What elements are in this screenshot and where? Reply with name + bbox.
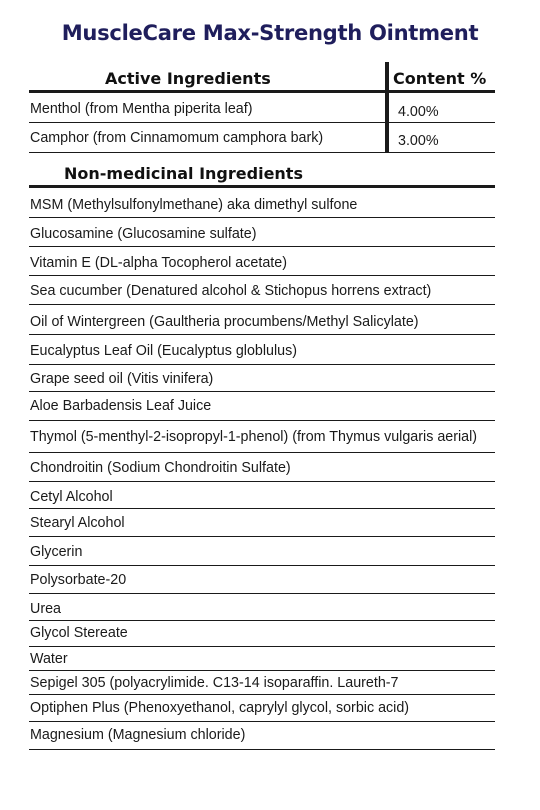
active-ingredient-content: 3.00% xyxy=(398,133,439,149)
row-divider xyxy=(29,122,495,123)
row-divider xyxy=(29,304,495,305)
list-item: Thymol (5-menthyl-2-isopropyl-1-phenol) (from Thymus vulgaris aerial) xyxy=(30,429,478,445)
row-divider xyxy=(29,152,495,153)
list-item: Glycol Stereate xyxy=(30,625,128,641)
row-divider xyxy=(29,749,495,750)
list-item: Glucosamine (Glucosamine sulfate) xyxy=(30,226,257,242)
page-title: MuscleCare Max-Strength Ointment xyxy=(61,20,479,45)
row-divider xyxy=(29,275,495,276)
active-ingredient-content: 4.00% xyxy=(398,104,439,120)
list-item: Aloe Barbadensis Leaf Juice xyxy=(30,398,212,414)
row-divider xyxy=(29,391,495,392)
list-item: Vitamin E (DL-alpha Tocopherol acetate) xyxy=(30,255,287,271)
row-divider xyxy=(29,694,495,695)
list-item: Water xyxy=(30,651,68,667)
row-divider xyxy=(29,646,495,647)
row-divider xyxy=(29,565,495,566)
column-divider xyxy=(385,62,389,153)
row-divider xyxy=(29,481,495,482)
list-item: Optiphen Plus (Phenoxyethanol, caprylyl glycol, sorbic acid) xyxy=(30,700,410,716)
row-divider xyxy=(29,536,495,537)
row-divider xyxy=(29,508,495,509)
list-item: Cetyl Alcohol xyxy=(30,489,113,505)
list-item: Glycerin xyxy=(30,544,83,560)
list-item: Urea xyxy=(30,601,61,617)
list-item: Chondroitin (Sodium Chondroitin Sulfate) xyxy=(30,460,291,476)
list-item: Polysorbate-20 xyxy=(30,572,127,588)
content-percent-header: Content % xyxy=(393,69,487,88)
row-divider xyxy=(29,670,495,671)
header-rule xyxy=(29,185,495,188)
row-divider xyxy=(29,246,495,247)
list-item: Sepigel 305 (polyacrylimide. C13-14 isoparaffin. Laureth-7 xyxy=(30,675,399,691)
row-divider xyxy=(29,334,495,335)
header-rule xyxy=(29,90,495,93)
active-ingredient-name: Menthol (from Mentha piperita leaf) xyxy=(30,101,253,117)
row-divider xyxy=(29,593,495,594)
non-medicinal-header: Non-medicinal Ingredients xyxy=(64,164,303,183)
row-divider xyxy=(29,452,495,453)
row-divider xyxy=(29,420,495,421)
list-item: Oil of Wintergreen (Gaultheria procumbens/Methyl Salicylate) xyxy=(30,314,419,330)
list-item: Eucalyptus Leaf Oil (Eucalyptus globlulus) xyxy=(30,343,298,359)
list-item: MSM (Methylsulfonylmethane) aka dimethyl sulfone xyxy=(30,197,358,213)
list-item: Grape seed oil (Vitis vinifera) xyxy=(30,371,214,387)
active-ingredients-header: Active Ingredients xyxy=(105,69,271,88)
list-item: Stearyl Alcohol xyxy=(30,515,125,531)
row-divider xyxy=(29,721,495,722)
row-divider xyxy=(29,364,495,365)
active-ingredient-name: Camphor (from Cinnamomum camphora bark) xyxy=(30,130,324,146)
row-divider xyxy=(29,620,495,621)
list-item: Sea cucumber (Denatured alcohol & Stichopus horrens extract) xyxy=(30,283,432,299)
list-item: Magnesium (Magnesium chloride) xyxy=(30,727,246,743)
row-divider xyxy=(29,217,495,218)
